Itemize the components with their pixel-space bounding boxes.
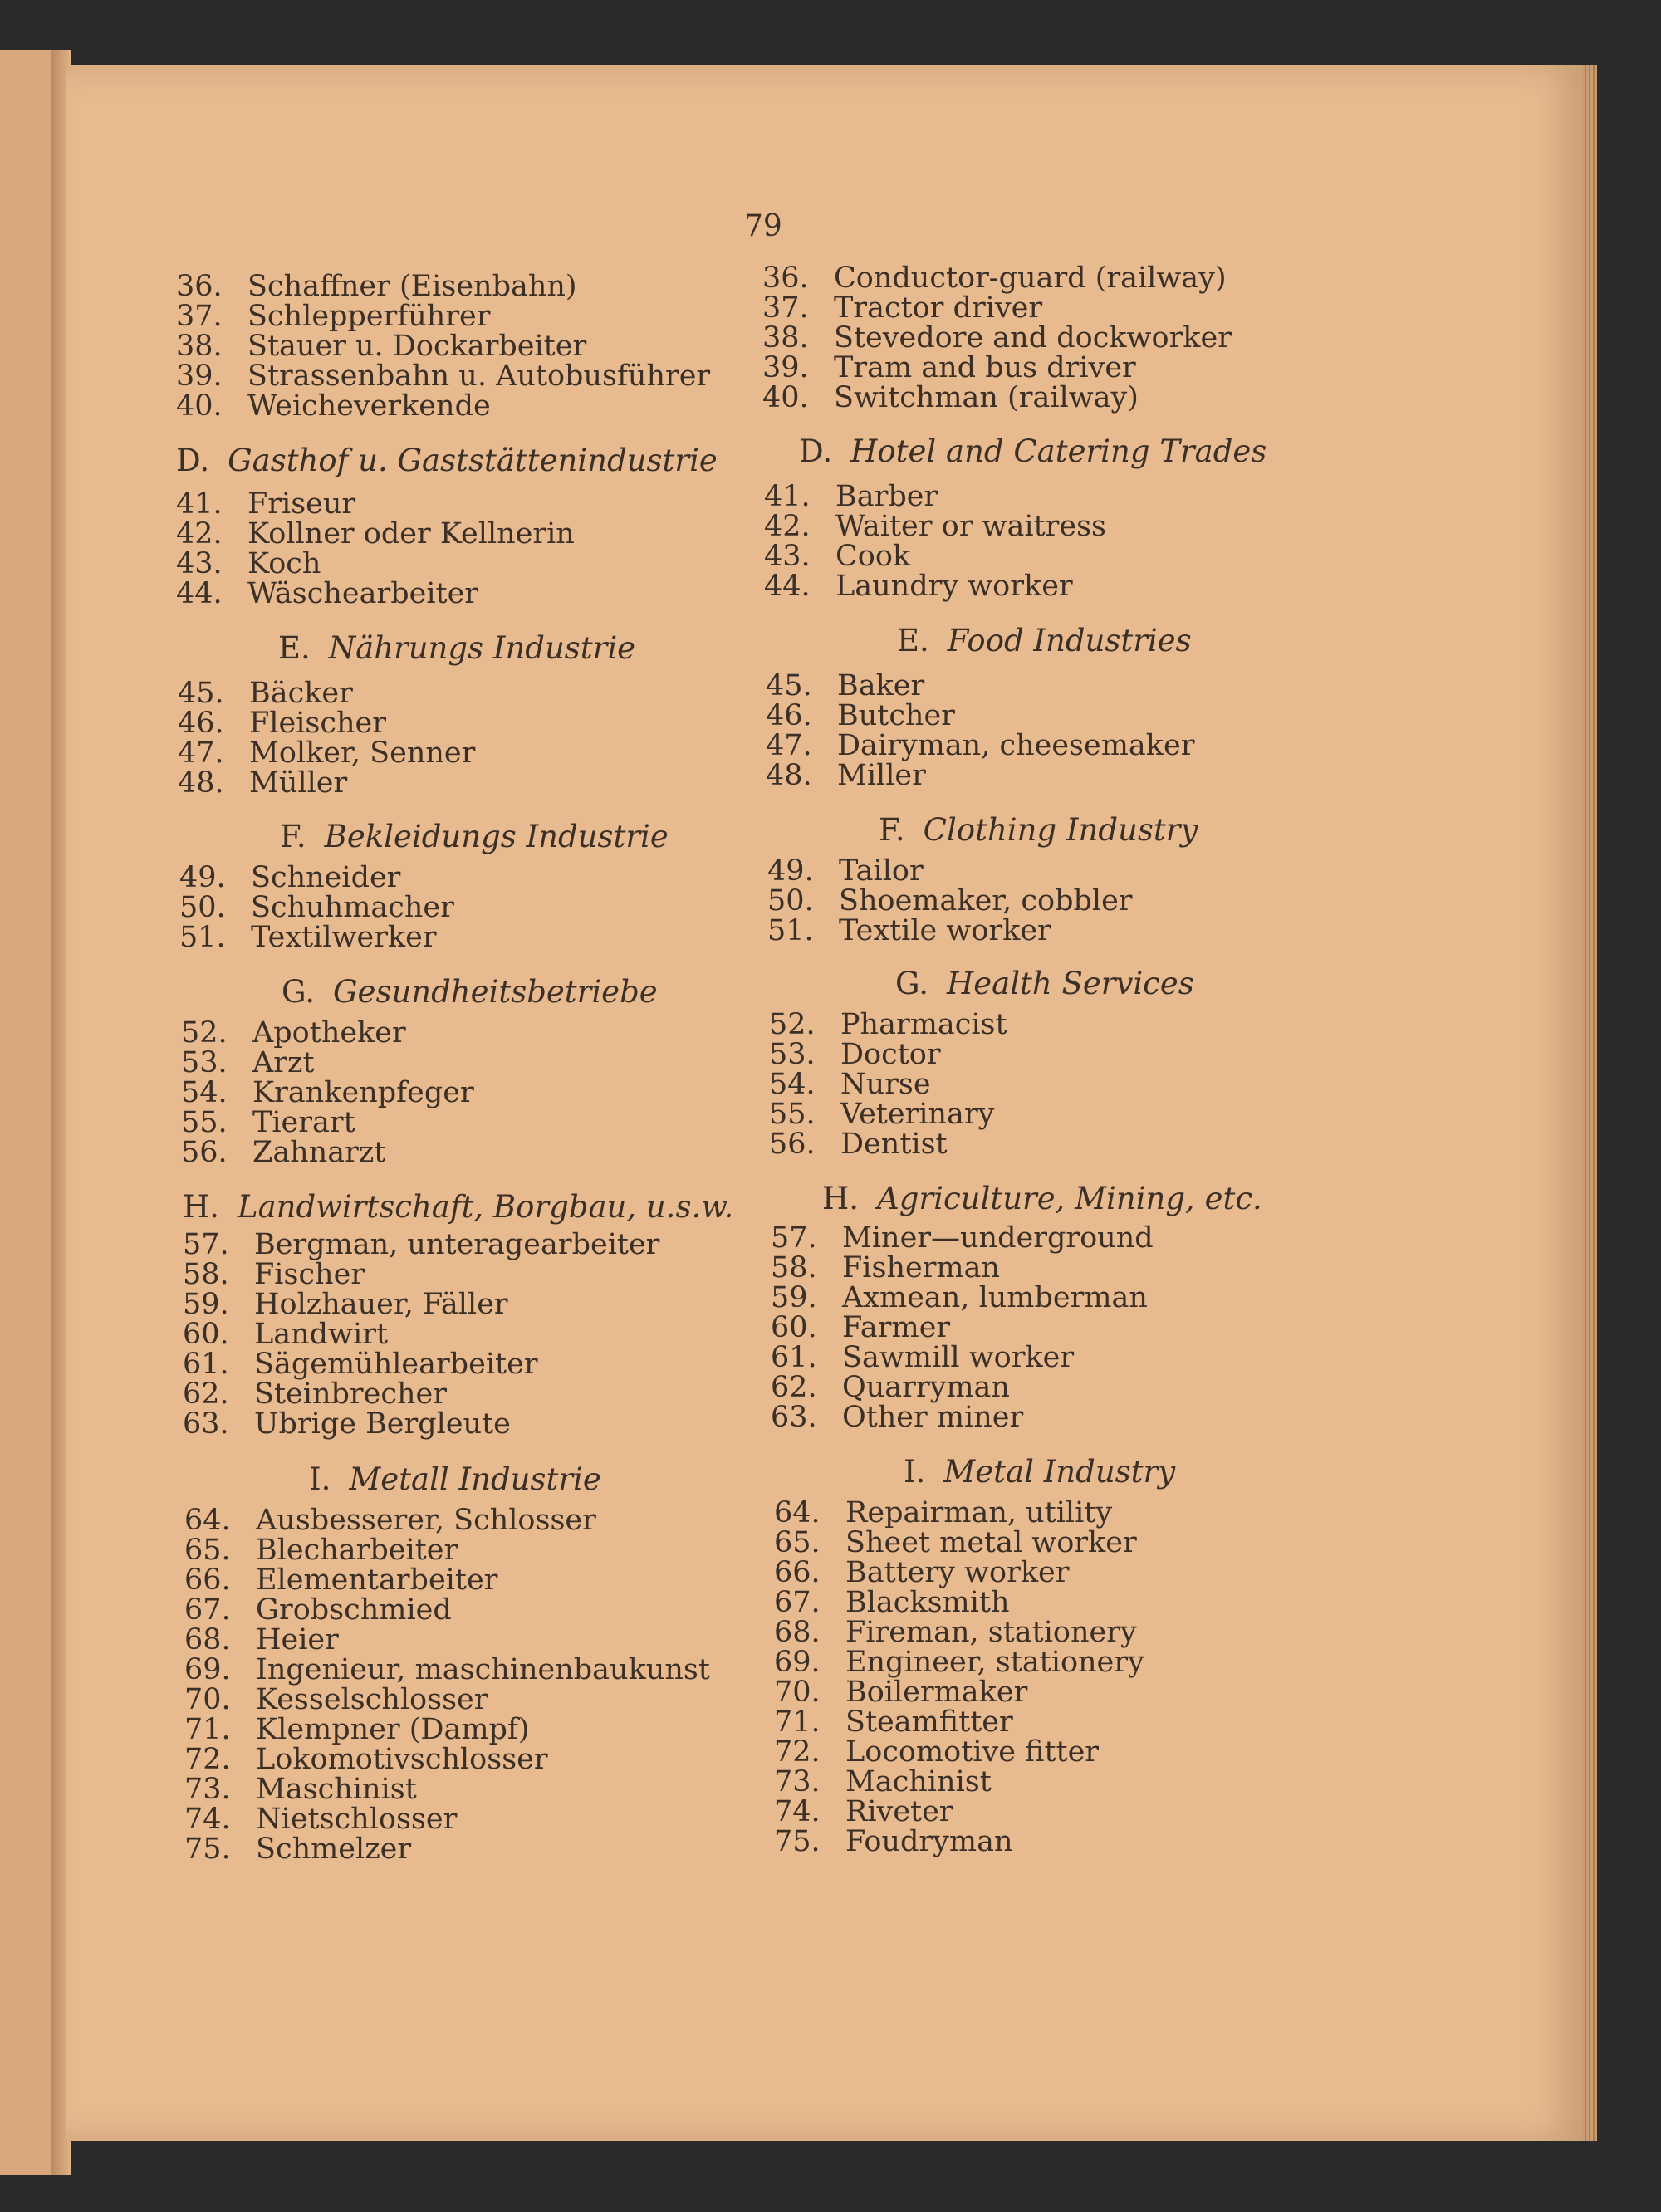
list-item	[767, 916, 1133, 946]
item-text: Krankenpfeger	[252, 1076, 474, 1109]
list-item	[183, 1319, 659, 1349]
item-number: 68.	[184, 1623, 231, 1657]
list-item	[179, 863, 454, 893]
list-item	[771, 1373, 1154, 1402]
item-number: 70.	[184, 1683, 231, 1716]
item-text: Tailor	[839, 854, 924, 888]
item-number: 64.	[184, 1504, 231, 1537]
item-text: Nietschlosser	[256, 1803, 458, 1836]
item-text: Baker	[837, 669, 925, 702]
list-item	[184, 1685, 710, 1715]
item-number: 42.	[764, 510, 811, 543]
list-item	[184, 1774, 710, 1804]
item-text: Blacksmith	[845, 1586, 1010, 1619]
list-item	[184, 1745, 710, 1774]
english-group-e	[766, 671, 1194, 790]
english-heading-f	[879, 812, 1198, 848]
item-text: Friseur	[247, 487, 356, 521]
item-text: Arzt	[252, 1046, 315, 1079]
list-item	[184, 1595, 710, 1625]
item-text: Doctor	[840, 1038, 941, 1071]
item-number: 37.	[762, 291, 809, 325]
list-item	[774, 1707, 1144, 1737]
list-item	[766, 671, 1194, 701]
list-item	[764, 571, 1106, 601]
item-number: 60.	[771, 1311, 817, 1344]
list-item	[184, 1505, 710, 1535]
item-number: 48.	[178, 766, 224, 800]
list-item	[183, 1290, 659, 1319]
item-text: Landwirt	[254, 1318, 389, 1351]
item-number: 44.	[176, 577, 223, 610]
german-group-f	[179, 863, 454, 952]
list-item	[181, 1048, 474, 1078]
list-item	[176, 489, 575, 519]
list-item	[771, 1313, 1154, 1343]
item-text: Pharmacist	[840, 1008, 1007, 1041]
german-heading-h	[183, 1189, 734, 1225]
item-number: 66.	[774, 1556, 821, 1589]
english-heading-d	[799, 433, 1267, 469]
item-number: 54.	[181, 1076, 228, 1109]
item-number: 54.	[769, 1068, 816, 1101]
item-number: 67.	[184, 1593, 231, 1627]
list-item	[766, 761, 1194, 790]
section-title: Metall Industrie	[349, 1461, 601, 1497]
section-letter: E.	[278, 630, 311, 666]
item-text: Maschinist	[256, 1773, 417, 1806]
item-number: 61.	[771, 1341, 817, 1374]
german-group-e	[178, 678, 475, 798]
list-item	[184, 1625, 710, 1655]
item-text: Sawmill worker	[842, 1341, 1075, 1374]
list-item	[179, 922, 454, 952]
list-item	[774, 1677, 1144, 1707]
item-text: Laundry worker	[835, 570, 1073, 603]
english-heading-i	[904, 1456, 1175, 1488]
section-letter: F.	[280, 819, 306, 854]
list-item	[183, 1230, 659, 1260]
item-text: Stauer u. Dockarbeiter	[247, 330, 587, 363]
list-item	[764, 541, 1106, 571]
list-item	[762, 383, 1232, 413]
list-item	[176, 272, 710, 301]
item-text: Grobschmied	[256, 1593, 452, 1627]
german-heading-e	[278, 630, 636, 666]
item-number: 52.	[769, 1008, 816, 1041]
item-number: 43.	[176, 547, 223, 580]
item-number: 74.	[774, 1795, 821, 1828]
item-number: 56.	[769, 1128, 816, 1161]
section-title: Clothing Industry	[923, 812, 1198, 848]
page-number: 79	[744, 209, 782, 243]
item-text: Miller	[837, 759, 926, 792]
item-number: 65.	[184, 1534, 231, 1567]
item-text: Miner—underground	[842, 1221, 1154, 1255]
item-text: Fischer	[254, 1258, 365, 1291]
item-number: 63.	[771, 1401, 817, 1434]
item-text: Textile worker	[839, 914, 1051, 947]
list-item	[178, 678, 475, 708]
item-text: Shoemaker, cobbler	[839, 884, 1133, 918]
item-number: 47.	[178, 737, 224, 770]
item-text: Sheet metal worker	[845, 1526, 1137, 1559]
item-text: Schlepperführer	[247, 300, 491, 333]
item-number: 59.	[183, 1288, 229, 1321]
list-item	[176, 519, 575, 549]
item-number: 72.	[774, 1735, 821, 1769]
item-number: 39.	[762, 351, 809, 384]
item-text: Müller	[249, 766, 348, 800]
english-group-i	[774, 1498, 1144, 1857]
list-item	[774, 1558, 1144, 1588]
item-number: 60.	[183, 1318, 229, 1351]
german-heading-f	[280, 821, 669, 853]
item-number: 68.	[774, 1616, 821, 1649]
item-number: 49.	[179, 861, 226, 894]
item-text: Dentist	[840, 1128, 948, 1161]
item-text: Holzhauer, Fäller	[254, 1288, 508, 1321]
list-item	[181, 1108, 474, 1138]
english-heading-h	[822, 1183, 1262, 1215]
item-number: 59.	[771, 1281, 817, 1314]
item-text: Boilermaker	[845, 1676, 1028, 1709]
item-number: 48.	[766, 759, 812, 792]
item-number: 45.	[178, 677, 224, 710]
item-text: Bäcker	[249, 677, 353, 710]
item-number: 36.	[762, 262, 809, 295]
section-title: Nährungs Industrie	[328, 630, 636, 666]
list-item	[771, 1343, 1154, 1373]
item-text: Blecharbeiter	[256, 1534, 458, 1567]
item-number: 50.	[767, 884, 814, 918]
section-title: Food Industries	[947, 623, 1192, 658]
item-text: Engineer, stationery	[845, 1646, 1144, 1679]
item-number: 47.	[766, 729, 812, 762]
list-item	[181, 1078, 474, 1108]
list-item	[774, 1827, 1144, 1857]
list-item	[769, 1099, 1007, 1129]
list-item	[184, 1565, 710, 1595]
item-number: 49.	[767, 854, 814, 888]
item-text: Schaffner (Eisenbahn)	[247, 270, 577, 303]
item-number: 57.	[183, 1228, 229, 1261]
item-text: Veterinary	[840, 1098, 995, 1131]
item-number: 69.	[184, 1653, 231, 1686]
list-item	[183, 1260, 659, 1290]
item-number: 75.	[774, 1825, 821, 1858]
english-group-d	[764, 482, 1106, 601]
list-item	[764, 511, 1106, 541]
list-item	[769, 1010, 1007, 1040]
list-item	[179, 893, 454, 922]
item-number: 40.	[762, 381, 809, 414]
item-text: Steamfitter	[845, 1705, 1013, 1739]
item-text: Nurse	[840, 1068, 931, 1101]
item-text: Elementarbeiter	[256, 1564, 498, 1597]
item-number: 46.	[178, 707, 224, 740]
item-text: Schuhmacher	[251, 891, 454, 924]
item-text: Conductor-guard (railway)	[834, 262, 1227, 295]
item-number: 57.	[771, 1221, 817, 1255]
list-item	[774, 1528, 1144, 1558]
list-item	[771, 1402, 1154, 1432]
item-text: Schmelzer	[256, 1833, 412, 1866]
item-number: 73.	[774, 1765, 821, 1798]
item-text: Battery worker	[845, 1556, 1070, 1589]
item-number: 64.	[774, 1496, 821, 1529]
list-item	[774, 1588, 1144, 1617]
item-number: 62.	[183, 1378, 229, 1411]
item-number: 43.	[764, 540, 811, 573]
section-title: Landwirtschaft, Borgbau, u.s.w.	[238, 1189, 734, 1225]
item-text: Bergman, unteragearbeiter	[254, 1228, 660, 1261]
item-number: 36.	[176, 270, 223, 303]
item-text: Other miner	[842, 1401, 1024, 1434]
item-number: 75.	[184, 1833, 231, 1866]
item-text: Quarryman	[842, 1371, 1010, 1404]
item-text: Textilwerker	[251, 921, 437, 954]
list-item	[184, 1834, 710, 1864]
list-item	[176, 331, 710, 361]
item-number: 66.	[184, 1564, 231, 1597]
section-letter: I.	[904, 1454, 926, 1490]
section-title: Gasthof u. Gaststättenindustrie	[228, 443, 718, 478]
list-item	[183, 1379, 659, 1409]
section-title: Agriculture, Mining, etc.	[877, 1181, 1262, 1216]
section-letter: G.	[282, 974, 315, 1010]
list-item	[769, 1040, 1007, 1069]
item-text: Fireman, stationery	[845, 1616, 1137, 1649]
item-text: Tram and bus driver	[834, 351, 1136, 384]
item-text: Kollner oder Kellnerin	[247, 517, 575, 551]
german-group-d	[176, 489, 575, 609]
list-item	[767, 886, 1133, 916]
list-item	[184, 1804, 710, 1834]
item-number: 51.	[767, 914, 814, 947]
section-letter: I.	[309, 1461, 331, 1497]
list-item	[769, 1129, 1007, 1159]
item-number: 62.	[771, 1371, 817, 1404]
item-text: Machinist	[845, 1765, 992, 1798]
item-number: 65.	[774, 1526, 821, 1559]
item-number: 41.	[176, 487, 223, 521]
list-item	[184, 1535, 710, 1565]
item-number: 44.	[764, 570, 811, 603]
list-item	[774, 1647, 1144, 1677]
item-text: Axmean, lumberman	[842, 1281, 1148, 1314]
item-number: 73.	[184, 1773, 231, 1806]
list-item	[766, 731, 1194, 761]
item-text: Weicheverkende	[247, 389, 491, 423]
item-text: Dairyman, cheesemaker	[837, 729, 1195, 762]
item-text: Locomotive fitter	[845, 1735, 1100, 1769]
german-group-h	[183, 1230, 659, 1439]
list-item	[184, 1655, 710, 1685]
list-item	[762, 263, 1232, 293]
list-item	[184, 1715, 710, 1745]
item-text: Strassenbahn u. Autobusführer	[247, 360, 711, 393]
list-item	[771, 1283, 1154, 1313]
item-text: Fleischer	[249, 707, 386, 740]
item-text: Waiter or waitress	[835, 510, 1107, 543]
item-number: 39.	[176, 360, 223, 393]
list-item	[767, 856, 1133, 886]
list-item	[762, 353, 1232, 383]
list-item	[178, 738, 475, 768]
page-stack-edge	[1582, 65, 1597, 2141]
section-letter: F.	[879, 812, 905, 848]
item-text: Sägemühlearbeiter	[254, 1348, 538, 1381]
item-text: Switchman (railway)	[834, 381, 1139, 414]
item-text: Ausbesserer, Schlosser	[256, 1504, 596, 1537]
item-text: Repairman, utility	[845, 1496, 1113, 1529]
item-text: Molker, Senner	[249, 737, 476, 770]
item-number: 58.	[183, 1258, 229, 1291]
item-number: 55.	[769, 1098, 816, 1131]
item-number: 52.	[181, 1016, 228, 1050]
item-text: Foudryman	[845, 1825, 1013, 1858]
item-text: Klempner (Dampf)	[256, 1713, 530, 1746]
item-number: 38.	[176, 330, 223, 363]
item-text: Tierart	[252, 1106, 355, 1139]
item-text: Stevedore and dockworker	[834, 321, 1232, 355]
list-item	[774, 1737, 1144, 1767]
item-text: Lokomotivschlosser	[256, 1743, 548, 1776]
section-letter: D.	[799, 433, 833, 469]
list-item	[762, 293, 1232, 323]
item-text: Wäschearbeiter	[247, 577, 479, 610]
item-text: Cook	[835, 540, 911, 573]
german-group-c	[176, 272, 710, 421]
item-number: 74.	[184, 1803, 231, 1836]
list-item	[774, 1767, 1144, 1797]
item-number: 42.	[176, 517, 223, 551]
english-group-g	[769, 1010, 1007, 1159]
item-number: 71.	[774, 1705, 821, 1739]
list-item	[764, 482, 1106, 511]
english-group-h	[771, 1223, 1154, 1432]
item-text: Apotheker	[252, 1016, 406, 1050]
item-text: Barber	[835, 480, 938, 513]
list-item	[774, 1797, 1144, 1827]
section-title: Health Services	[947, 966, 1194, 1001]
english-group-f	[767, 856, 1133, 946]
german-heading-i	[309, 1461, 601, 1497]
item-number: 53.	[769, 1038, 816, 1071]
item-text: Kesselschlosser	[256, 1683, 488, 1716]
section-title: Gesundheitsbetriebe	[333, 974, 658, 1010]
section-letter: E.	[897, 623, 929, 658]
item-number: 71.	[184, 1713, 231, 1746]
item-text: Tractor driver	[834, 291, 1043, 325]
item-text: Schneider	[251, 861, 401, 894]
item-number: 38.	[762, 321, 809, 355]
item-text: Koch	[247, 547, 321, 580]
item-number: 46.	[766, 699, 812, 732]
item-text: Ubrige Bergleute	[254, 1407, 511, 1441]
list-item	[178, 768, 475, 798]
item-number: 56.	[181, 1136, 228, 1169]
german-heading-d	[176, 445, 718, 477]
list-item	[181, 1138, 474, 1167]
section-title: Metal Industry	[943, 1454, 1176, 1490]
item-number: 51.	[179, 921, 226, 954]
list-item	[771, 1253, 1154, 1283]
section-letter: H.	[183, 1189, 220, 1225]
german-group-g	[181, 1018, 474, 1167]
section-title: Hotel and Catering Trades	[850, 433, 1267, 469]
item-number: 61.	[183, 1348, 229, 1381]
item-text: Ingenieur, maschinenbaukunst	[256, 1653, 710, 1686]
item-text: Fisherman	[842, 1251, 1001, 1285]
list-item	[771, 1223, 1154, 1253]
german-group-i	[184, 1505, 710, 1864]
item-number: 45.	[766, 669, 812, 702]
item-number: 67.	[774, 1586, 821, 1619]
item-number: 40.	[176, 389, 223, 423]
section-letter: H.	[822, 1181, 860, 1216]
list-item	[176, 579, 575, 609]
list-item	[774, 1498, 1144, 1528]
list-item	[183, 1409, 659, 1439]
item-number: 53.	[181, 1046, 228, 1079]
list-item	[176, 549, 575, 579]
item-text: Riveter	[845, 1795, 953, 1828]
section-letter: D.	[176, 443, 210, 478]
list-item	[766, 701, 1194, 731]
item-text: Butcher	[837, 699, 955, 732]
item-number: 58.	[771, 1251, 817, 1285]
german-heading-g	[282, 976, 658, 1008]
list-item	[176, 301, 710, 331]
item-number: 55.	[181, 1106, 228, 1139]
item-text: Steinbrecher	[254, 1378, 447, 1411]
list-item	[762, 323, 1232, 353]
section-title: Bekleidungs Industrie	[324, 819, 669, 854]
list-item	[774, 1617, 1144, 1647]
list-item	[176, 391, 710, 421]
item-number: 37.	[176, 300, 223, 333]
item-number: 70.	[774, 1676, 821, 1709]
english-heading-e	[897, 625, 1192, 657]
section-letter: G.	[895, 966, 928, 1001]
item-number: 72.	[184, 1743, 231, 1776]
list-item	[176, 361, 710, 391]
item-number: 41.	[764, 480, 811, 513]
english-heading-g	[895, 968, 1194, 1000]
item-text: Farmer	[842, 1311, 951, 1344]
list-item	[181, 1018, 474, 1048]
item-number: 50.	[179, 891, 226, 924]
item-number: 69.	[774, 1646, 821, 1679]
list-item	[178, 708, 475, 738]
item-text: Heier	[256, 1623, 339, 1657]
list-item	[183, 1349, 659, 1379]
item-text: Zahnarzt	[252, 1136, 386, 1169]
english-group-c	[762, 263, 1232, 413]
list-item	[769, 1069, 1007, 1099]
item-number: 63.	[183, 1407, 229, 1441]
